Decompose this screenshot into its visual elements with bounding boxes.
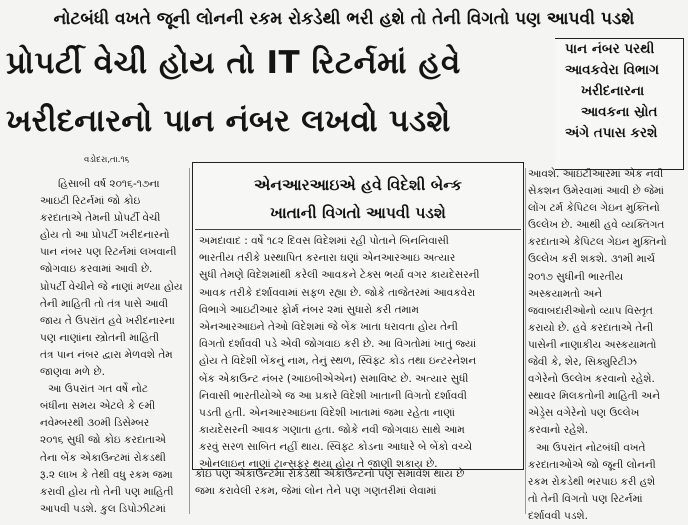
text-line: કરાવી હોય તો તેની પણ માહિતી xyxy=(40,485,174,498)
text-line: લોંગ ટર્મ કેપિટલ ગેઇન મુક્તિનો xyxy=(528,202,660,215)
text-line: પણ નાણાંના સ્ત્રોતની માહિતી xyxy=(40,331,160,344)
text-line: કરવું સરળ સાબિત નહીં થાય. સ્વિફ્ટ કોડના આધારે બે બેંકો વચ્ચે xyxy=(199,441,473,454)
dateline: વડોદરા,તા.૧૬ xyxy=(84,155,130,165)
text-line: કરદાતાએ કેપિટલ ગેઇન મુક્તિનો xyxy=(528,236,667,249)
text-line: અમદાવાદ : વર્ષે ૧૮૨ દિવસ વિદેશમાં રહી પોતાને બિનનિવાસી xyxy=(199,235,449,247)
text-line: આપવી પડશે. કુલ ડિપોઝીટમાં xyxy=(40,502,166,515)
text-line: રકમ રોકડેથી ભરપાઇ કરી હશે xyxy=(528,475,656,488)
text-line: જવાબદારીઓનો વ્યાપ વિસ્તૃત xyxy=(528,304,653,317)
sidebar-line: ખરીદનારના xyxy=(581,83,645,99)
text-line: આ ઉપરાંત ગત વર્ષે નોટ xyxy=(48,383,149,396)
text-line: પડતી હતી. એનઆરઆઇના વિદેશી ખાતામાં જમા રહેતા નાણાં xyxy=(199,406,455,419)
text-line: સેકશન ઉમેરવામાં આવી છે જેમાં xyxy=(528,185,665,198)
bottom-continuation-text xyxy=(195,466,525,500)
text-line: રૂ.૨ લાખ કે તેથી વધુ રકમ જમા xyxy=(40,468,173,481)
nri-sidebar-story-box xyxy=(192,162,524,470)
text-line: ઉલ્લેખ કરી શકશે. ૩૧મી માર્ચ xyxy=(528,253,656,266)
kicker-headline: નોટબંધી વખતે જૂની લોનની રકમ રોકડેથી ભરી હશે તો તેની વિગતો પણ આપવી પડશે xyxy=(53,9,635,29)
text-line: સુધી તેમણે વિદેશમાંથી કરેલી આવકને ટેક્સ ભર્યા વગર કાયદેસરની xyxy=(199,269,480,282)
text-line: ૨૦૧૬ સુધી જો કોઇ કરદાતાએ xyxy=(40,434,166,447)
text-line: વગેરેનો ઉલ્લેખ કરવાનો રહેશે. xyxy=(528,373,655,386)
text-line: કરાયો છે. હવે કરદાતાએ તેની xyxy=(528,321,654,334)
text-line: પાસેની નાણાકીય અસ્કયામતો xyxy=(528,338,657,351)
box-title-line-1: એનઆરઆઇએ હવે વિદેશી બેન્ક xyxy=(254,176,462,194)
text-line: દર્શાવવી પડશે. xyxy=(528,509,588,522)
text-line: કરદાતાઓએ જો જૂની લોનની xyxy=(528,458,656,471)
headline-sidebar-box xyxy=(555,38,684,170)
left-column-text xyxy=(40,176,188,518)
text-line: બેંક એકાઉન્ટ નંબર (આઇબીએએન) સમાવિષ્ટ છે. અત્યાર સુધી xyxy=(199,372,469,385)
text-line: નિવાસી ભારતીયોએ જ આ પ્રકારે વિદેશી ખાતાની વિગતો દર્શાવવી xyxy=(199,389,467,402)
text-line: જમા કરાવેલી રકમ, જેમાં લોન તેને પણ ગણતરીમાં લેવામાં xyxy=(195,485,437,498)
text-line: કરદાતાએ તેમની પ્રોપર્ટી વેચી xyxy=(40,212,161,225)
text-line: જાણવા મળે છે. xyxy=(40,366,105,379)
text-line: તેની માહિતી તો તંત્ર પાસે આવી xyxy=(40,297,169,310)
text-line: હોય તો આ પ્રોપર્ટી ખરીદનારનો xyxy=(40,229,170,242)
main-headline-line-1: પ્રોપર્ટી વેચી હોય તો IT રિટર્નમાં હવે xyxy=(6,45,461,81)
text-line: અસ્કયામતો અને xyxy=(528,287,603,300)
text-line: કાયદેસરની આવક ગણાતા હતા. જોકે નવી જોગવાઇ સાથે આમ xyxy=(199,424,465,437)
column-divider xyxy=(189,168,190,514)
text-line: કરવાનો રહેશે. xyxy=(528,424,589,437)
text-line: આવક તરીકે દર્શાવવામાં સફળ રહ્યા છે. જોકે તાજેતરમાં આવકવેરા xyxy=(199,286,476,299)
text-line: તંત્ર પાન નંબર દ્વારા મેળવશે તેમ xyxy=(40,348,173,361)
text-line: પ્રોપર્ટી વેચીને જે નાણાં મળ્યા હોય xyxy=(40,280,183,293)
right-column-text xyxy=(528,166,685,525)
sidebar-line: આવકવેરા વિભાગ xyxy=(565,62,659,78)
box-title-line-2: ખાતાની વિગતો આપવી પડશે xyxy=(270,204,446,222)
text-line: જેવી કે, શેર, સિક્યુરિટીઝ xyxy=(528,356,637,369)
sidebar-line: આવકના સ્રોત xyxy=(581,104,658,120)
text-line: કોઇ પણ એકાઉન્ટમાં રોકડેથી એકાઉન્ટનો પણ સમાવેશ થાય છે xyxy=(195,468,465,480)
text-line: ૨૦૧૭ સુધીની ભારતીય xyxy=(528,270,624,283)
text-line: હિસાબી વર્ષ ૨૦૧૬-૧૭ના xyxy=(58,178,160,190)
text-line: ભારતીય તરીકે પ્રસ્થાપિત કરનારા ઘણાં એનઆરઆઇ અત્યાર xyxy=(199,252,456,265)
text-line: આવશે. આઇટીઆરમાં એક નવી xyxy=(528,168,664,180)
box-body-text xyxy=(199,233,517,474)
column-divider xyxy=(525,168,526,514)
text-line: જાય તે ઉપરાંત હવે ખરીદનારના xyxy=(40,314,175,327)
text-line: નવેમ્બરથી ૩૦મી ડિસેમ્બર xyxy=(40,417,150,430)
text-line: ઉલ્લેખ છે. આથી હવે વ્યક્તિગત xyxy=(528,219,665,232)
text-line: એડ્રેસ વગેરેનો પણ ઉલ્લેખ xyxy=(528,407,640,420)
text-line: પાન નંબર પણ રિટર્નમાં લખવાની xyxy=(40,246,177,259)
text-line: એનઆરઆઇને તેઓ વિદેશમાં જે બેંક ખાતા ધરાવતા હોય તેની xyxy=(199,320,458,333)
text-line: તેના બેંક એકાઉન્ટમાં રોકડથી xyxy=(40,451,166,464)
text-line: વિભાગે આઇટીઆર ફોર્મ નંબર ૨માં સુધારો કરી તમામ xyxy=(199,303,419,316)
sidebar-line: પાન નંબર પરથી xyxy=(565,41,655,57)
text-line: જોગવાઇ કરવામાં આવી છે. xyxy=(40,263,153,276)
text-line: વિગતો દર્શાવવી પડે એવી જોગવાઇ કરી છે. આ વિગતોમાં ખાતું જ્યાં xyxy=(199,338,477,351)
text-line: આઇટી રિટર્નમાં જો કોઇ xyxy=(40,195,141,208)
text-line: હોય તે વિદેશી બેંકનું નામ, તેનું સ્થળ, સ્વિફ્ટ કોડ તથા ઇન્ટરનેશન xyxy=(199,355,477,368)
text-line: બંધીના સમય એટલે કે ૯મી xyxy=(40,400,156,413)
text-line: તો તેની વિગતો પણ રિટર્નમાં xyxy=(528,492,643,505)
text-line: સ્થાવર મિલકતોની માહિતી અને xyxy=(528,390,661,403)
box-divider xyxy=(195,229,521,230)
text-line: ઓનલાઇન નાણાં ટ્રાન્સફર થયા હોય તે જાણી શકાય છે. xyxy=(199,458,438,471)
main-headline-line-2: ખરીદનારનો પાન નંબર લખવો પડશે xyxy=(6,103,451,139)
text-line: આ ઉપરાંત નોટબંધી વખતે xyxy=(536,441,646,454)
sidebar-line: અંગે તપાસ કરશે xyxy=(565,125,658,141)
